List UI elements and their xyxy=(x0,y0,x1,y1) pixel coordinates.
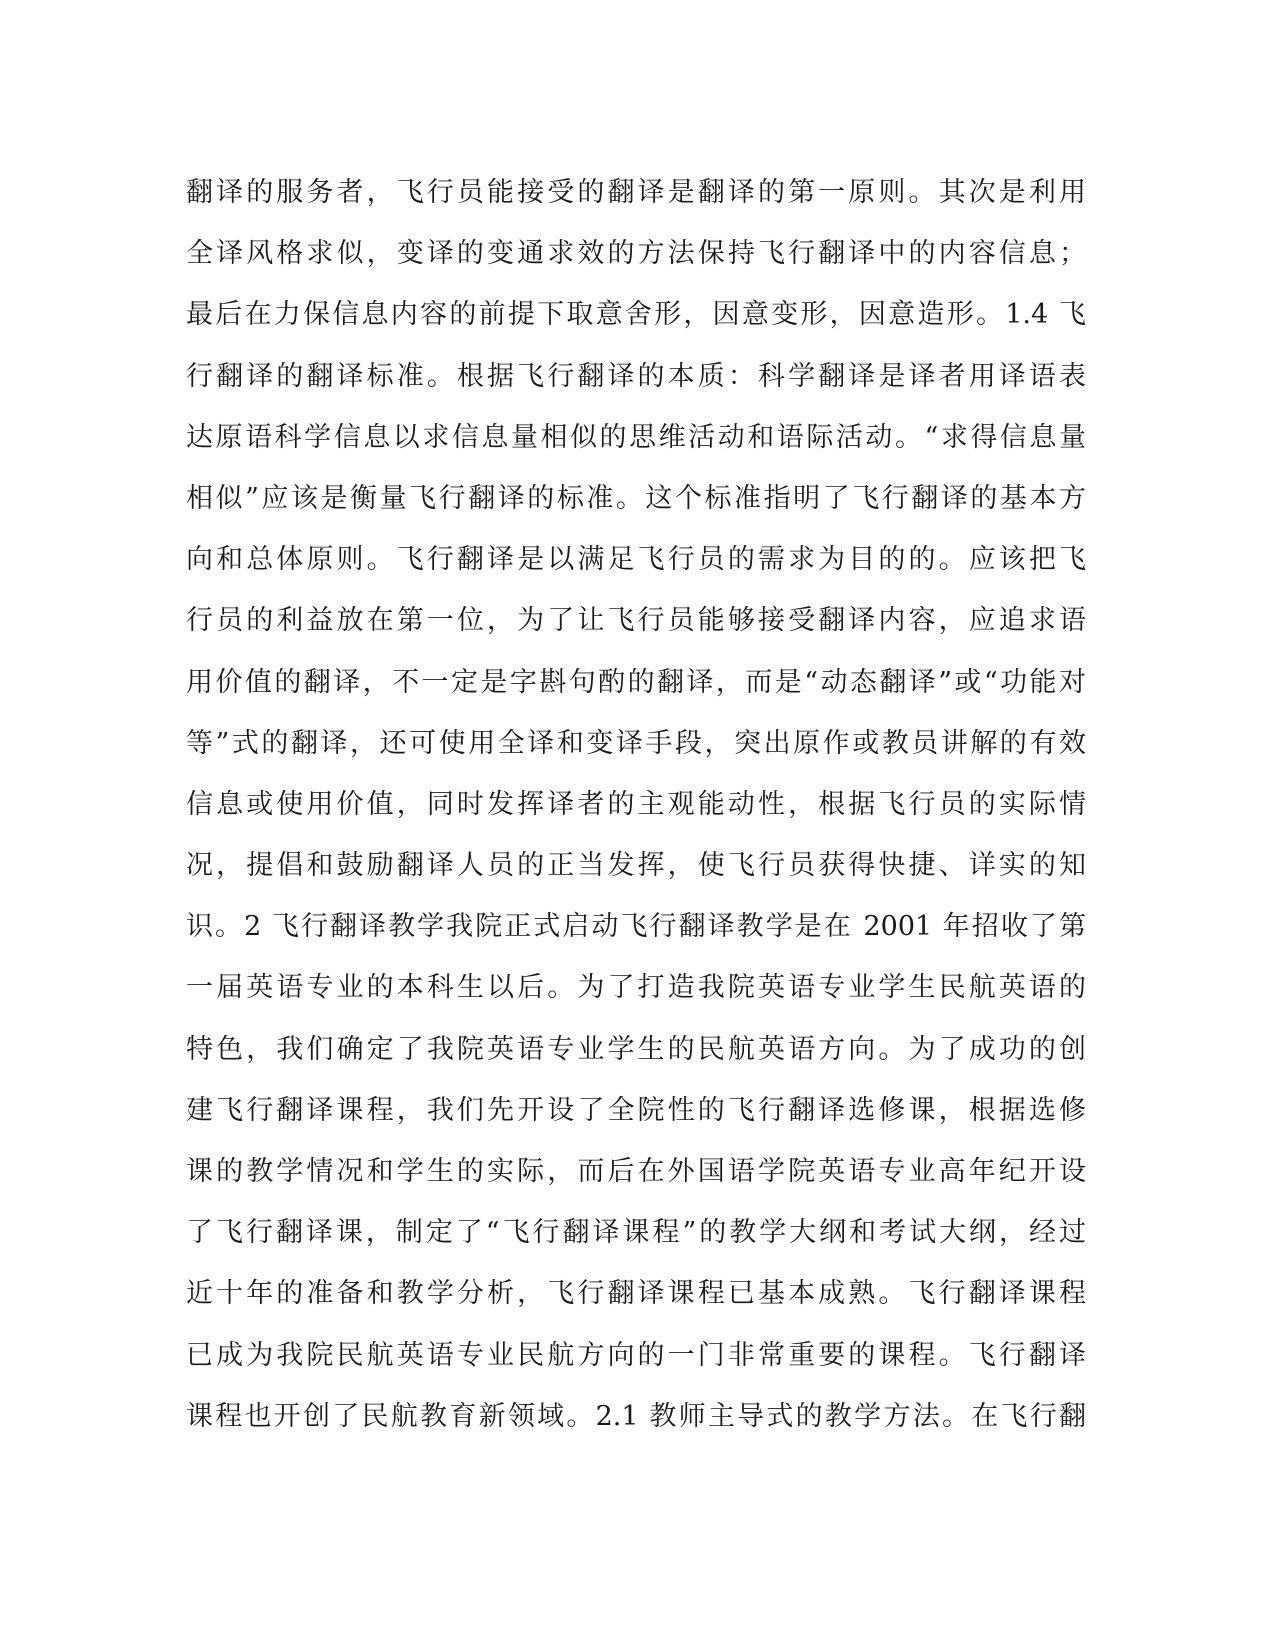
text-line: 用价值的翻译，不一定是字斟句酌的翻译，而是“动态翻译”或“功能对 xyxy=(186,666,1086,698)
text-line: 已成为我院民航英语专业民航方向的一门非常重要的课程。飞行翻译 xyxy=(186,1339,1086,1371)
text-line: 达原语科学信息以求信息量相似的思维活动和语际活动。“求得信息量 xyxy=(186,421,1086,453)
text-line: 识。2 飞行翻译教学我院正式启动飞行翻译教学是在 2001 年招收了第 xyxy=(186,911,1086,943)
text-line: 信息或使用价值，同时发挥译者的主观能动性，根据飞行员的实际情 xyxy=(186,788,1086,820)
text-line: 近十年的准备和教学分析，飞行翻译课程已基本成熟。飞行翻译课程 xyxy=(186,1278,1086,1310)
text-line: 行翻译的翻译标准。根据飞行翻译的本质：科学翻译是译者用译语表 xyxy=(186,360,1086,392)
text-line: 课程也开创了民航教育新领域。2.1 教师主导式的教学方法。在飞行翻 xyxy=(186,1400,1086,1432)
text-line: 最后在力保信息内容的前提下取意舍形，因意变形，因意造形。1.4 飞 xyxy=(186,299,1086,331)
text-line: 了飞行翻译课，制定了“飞行翻译课程”的教学大纲和考试大纲，经过 xyxy=(186,1217,1086,1249)
text-line: 行员的利益放在第一位，为了让飞行员能够接受翻译内容，应追求语 xyxy=(186,605,1086,637)
text-line: 特色，我们确定了我院英语专业学生的民航英语方向。为了成功的创 xyxy=(186,1033,1086,1065)
text-line: 相似”应该是衡量飞行翻译的标准。这个标准指明了飞行翻译的基本方 xyxy=(186,482,1086,514)
text-line: 等”式的翻译，还可使用全译和变译手段，突出原作或教员讲解的有效 xyxy=(186,727,1086,759)
text-line: 况，提倡和鼓励翻译人员的正当发挥，使飞行员获得快捷、详实的知 xyxy=(186,850,1086,882)
text-line: 翻译的服务者，飞行员能接受的翻译是翻译的第一原则。其次是利用 xyxy=(186,177,1086,208)
text-line: 全译风格求似，变译的变通求效的方法保持飞行翻译中的内容信息； xyxy=(186,238,1086,270)
text-line: 课的教学情况和学生的实际，而后在外国语学院英语专业高年纪开设 xyxy=(186,1156,1086,1187)
body-text xyxy=(186,162,1086,1447)
text-line: 建飞行翻译课程，我们先开设了全院性的飞行翻译选修课，根据选修 xyxy=(186,1094,1086,1126)
text-line: 一届英语专业的本科生以后。为了打造我院英语专业学生民航英语的 xyxy=(186,972,1086,1004)
text-line: 向和总体原则。飞行翻译是以满足飞行员的需求为目的的。应该把飞 xyxy=(186,544,1086,576)
